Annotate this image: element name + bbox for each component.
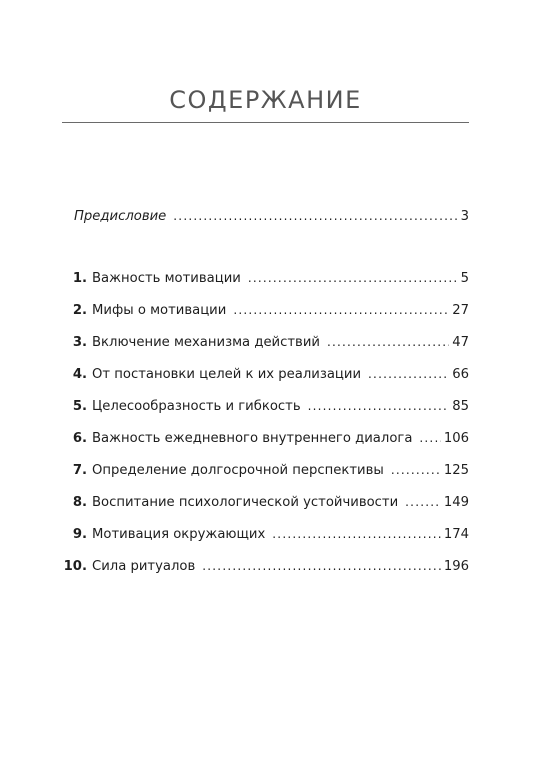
chapter-number: 2. — [72, 303, 87, 318]
chapter-title: От постановки целей к их реализации — [92, 367, 362, 382]
dot-leader — [419, 431, 440, 445]
chapter-title: Мотивация окружающих — [92, 527, 266, 542]
chapter-title: Сила ритуалов — [92, 559, 196, 574]
chapter-number: 3. — [72, 335, 87, 350]
dot-leader — [272, 527, 441, 541]
chapter-number: 7. — [72, 463, 87, 478]
toc-entry — [62, 495, 469, 515]
dot-leader — [202, 559, 441, 573]
dot-leader — [368, 367, 449, 381]
chapter-number: 5. — [72, 399, 87, 414]
toc-page-number: 5 — [460, 271, 469, 286]
toc-page-number: 27 — [452, 303, 469, 318]
toc-entry — [62, 367, 469, 387]
chapter-title: Важность ежедневного внутреннего диалога — [92, 431, 413, 446]
dot-leader — [173, 209, 457, 223]
chapter-number: 4. — [72, 367, 87, 382]
chapter-number: 8. — [72, 495, 87, 510]
chapter-title: Воспитание психологической устойчивости — [92, 495, 399, 510]
toc-entry — [62, 303, 469, 323]
toc-entry — [62, 559, 469, 579]
chapter-number: 1. — [72, 271, 87, 286]
toc-page-number: 149 — [443, 495, 469, 510]
chapter-title: Определение долгосрочной перспективы — [92, 463, 384, 478]
toc-entry-preface — [62, 209, 469, 229]
toc-page-number: 3 — [460, 209, 469, 224]
toc-entry — [62, 271, 469, 291]
toc-entry — [62, 527, 469, 547]
dot-leader — [327, 335, 449, 349]
chapter-number: 9. — [72, 527, 87, 542]
dot-leader — [308, 399, 450, 413]
toc-page-number: 66 — [452, 367, 469, 382]
chapter-title: Включение механизма действий — [92, 335, 320, 350]
chapter-number: 10. — [63, 559, 87, 574]
toc-page-number: 106 — [443, 431, 469, 446]
chapter-number: 6. — [72, 431, 87, 446]
toc-entry — [62, 431, 469, 451]
toc-entry-label: Предисловие — [74, 209, 167, 224]
dot-leader — [233, 303, 449, 317]
toc-page-number: 125 — [443, 463, 469, 478]
toc-page-number: 174 — [443, 527, 469, 542]
toc-entry — [62, 335, 469, 355]
dot-leader — [248, 271, 458, 285]
chapter-title: Целесообразность и гибкость — [92, 399, 301, 414]
toc-page-number: 85 — [452, 399, 469, 414]
toc-page-number: 196 — [443, 559, 469, 574]
toc-entry — [62, 463, 469, 483]
chapter-title: Важность мотивации — [92, 271, 241, 286]
toc-page-number: 47 — [452, 335, 469, 350]
title-divider — [62, 122, 469, 123]
chapter-title: Мифы о мотивации — [92, 303, 227, 318]
dot-leader — [405, 495, 441, 509]
page-title: СОДЕРЖАНИЕ — [169, 86, 362, 114]
dot-leader — [391, 463, 441, 477]
toc-entry — [62, 399, 469, 419]
